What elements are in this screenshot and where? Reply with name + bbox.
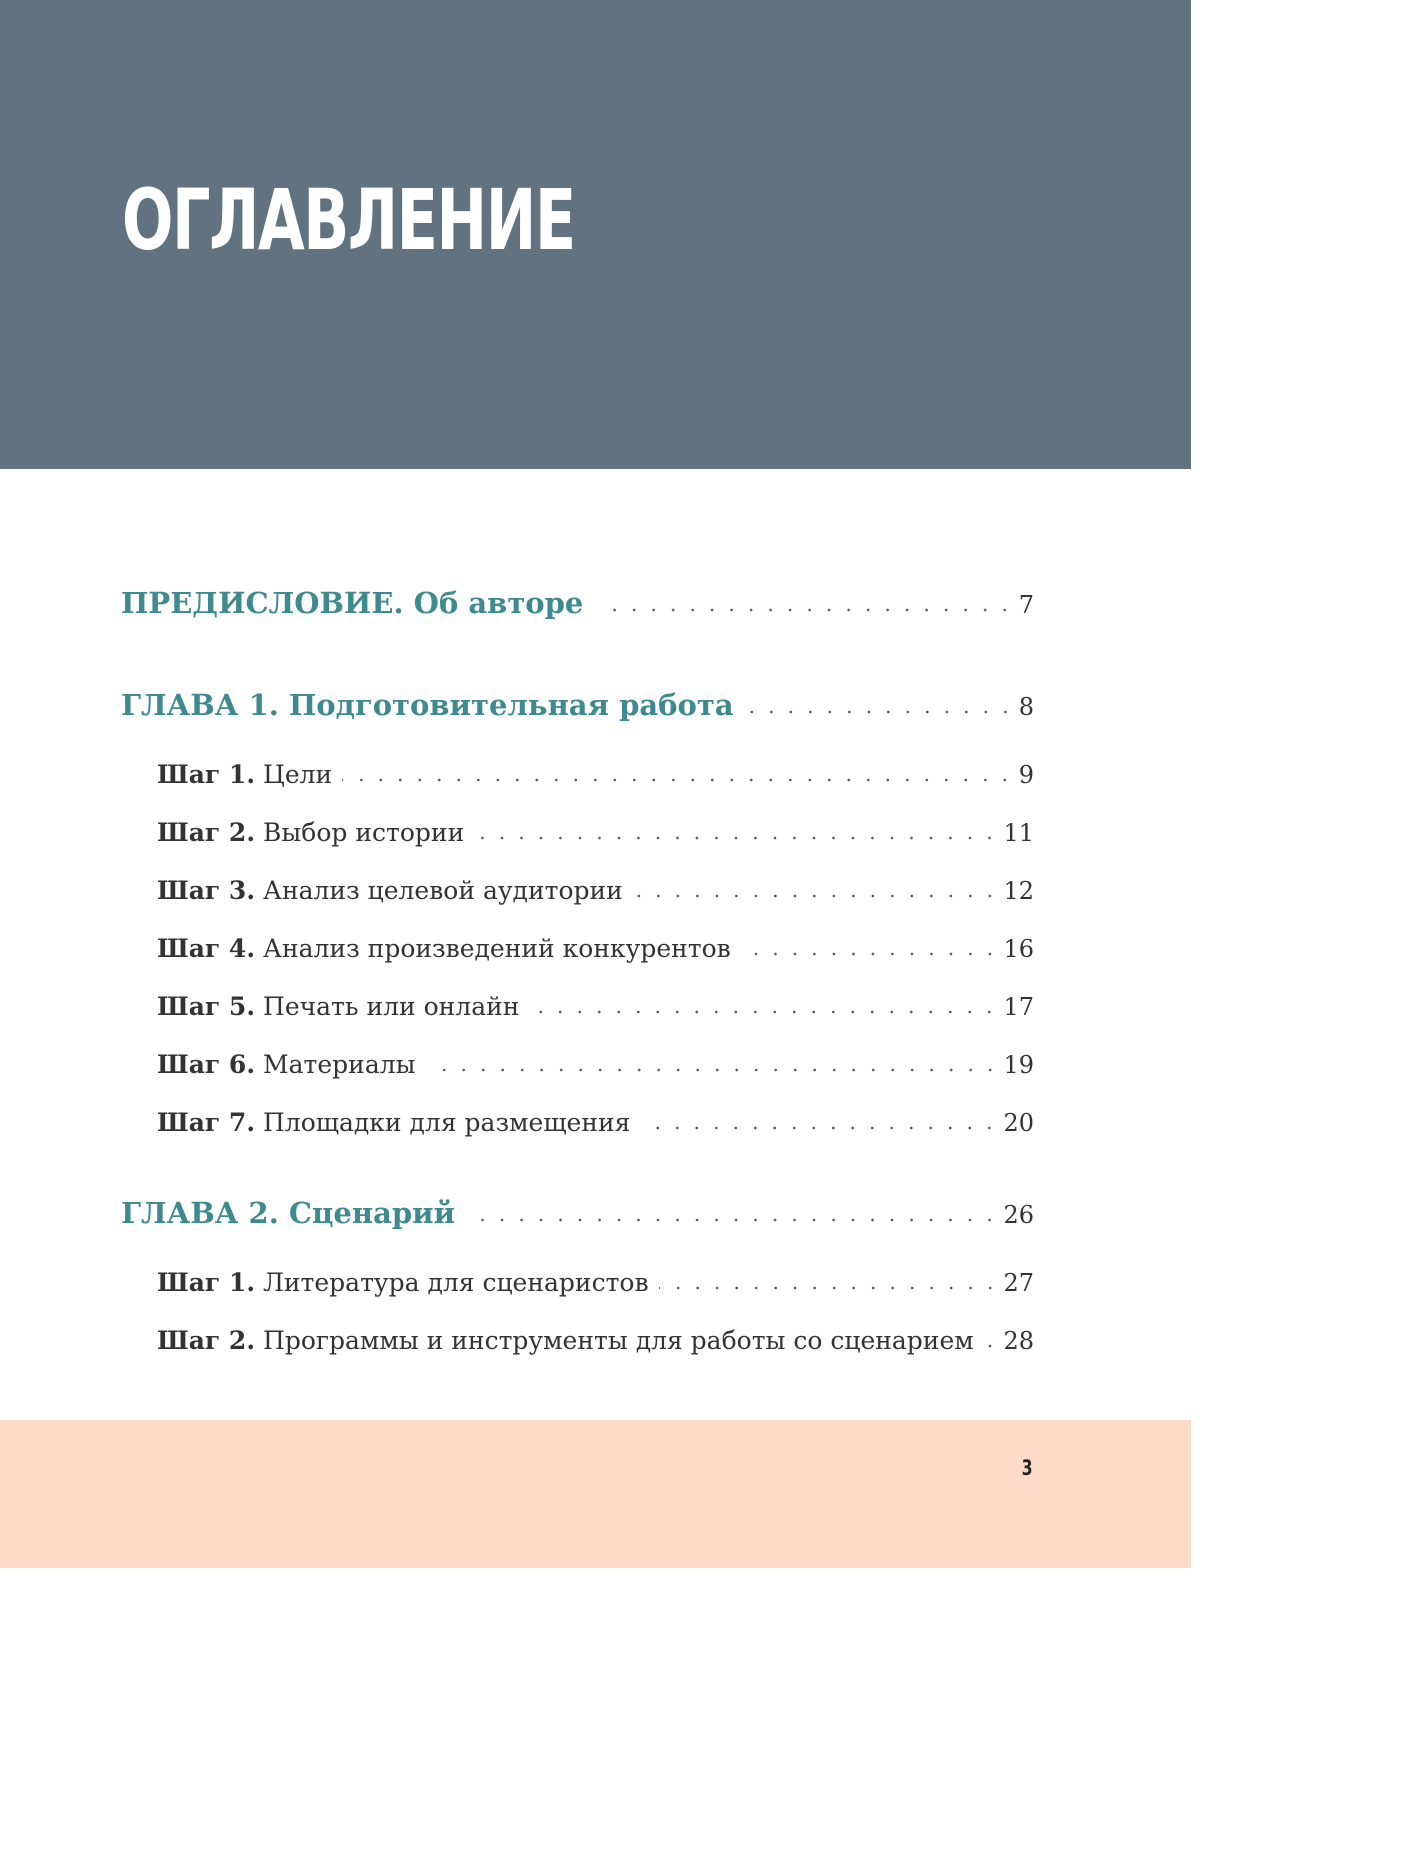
toc-page-number: 12 — [1003, 877, 1034, 905]
toc-step[interactable] — [157, 992, 1034, 1021]
dot-leader — [529, 1010, 999, 1014]
toc-page-number: 8 — [1018, 693, 1034, 721]
dot-leader — [984, 1344, 1000, 1348]
toc-entry-title: ГЛАВА 1. Подготовительная работа — [121, 688, 734, 722]
toc-page-number: 20 — [1003, 1109, 1034, 1137]
toc-entry-title: Печать или онлайн — [263, 992, 520, 1021]
toc-step-label: Шаг 5. — [157, 992, 256, 1021]
toc-step-label: Шаг 2. — [157, 818, 256, 847]
dot-leader — [474, 836, 999, 840]
toc-step-label: Шаг 2. — [157, 1326, 256, 1355]
toc-step[interactable] — [157, 934, 1034, 963]
toc-page-number: 17 — [1003, 993, 1034, 1021]
toc-entry-title: ПРЕДИСЛОВИЕ. Об авторе — [121, 586, 584, 620]
dot-leader — [633, 894, 1000, 898]
toc-step-label: Шаг 1. — [157, 1268, 256, 1297]
toc-entry-title: Литература для сценаристов — [263, 1268, 649, 1297]
toc-entry-title: Программы и инструменты для работы со сценарием — [263, 1326, 974, 1355]
toc-step[interactable] — [157, 876, 1034, 905]
page-title: ОГЛАВЛЕНИЕ — [122, 171, 575, 269]
toc-page-number: 7 — [1018, 591, 1034, 619]
toc-page-number: 26 — [1003, 1201, 1034, 1229]
toc-step[interactable] — [157, 818, 1034, 847]
toc-entry-title: ГЛАВА 2. Сценарий — [121, 1196, 456, 1230]
dot-leader — [597, 608, 1014, 612]
toc-chapter-preface[interactable] — [121, 586, 1034, 620]
toc-step[interactable] — [157, 1108, 1034, 1137]
toc-page-number: 28 — [1003, 1327, 1034, 1355]
dot-leader — [640, 1126, 999, 1130]
dot-leader — [659, 1286, 1000, 1290]
dot-leader — [741, 952, 1000, 956]
toc-page-number: 19 — [1003, 1051, 1034, 1079]
toc-step-label: Шаг 6. — [157, 1050, 256, 1079]
toc-entry-title: Цели — [263, 760, 333, 789]
toc-chapter-2[interactable] — [121, 1196, 1034, 1230]
toc-step-label: Шаг 1. — [157, 760, 256, 789]
toc-step-label: Шаг 7. — [157, 1108, 256, 1137]
toc-entry-title: Анализ произведений конкурентов — [263, 934, 731, 963]
toc-page-number: 9 — [1018, 761, 1034, 789]
toc-chapter-1[interactable] — [121, 688, 1034, 722]
dot-leader — [469, 1218, 999, 1222]
toc-page-number: 16 — [1003, 935, 1034, 963]
toc-entry-title: Анализ целевой аудитории — [263, 876, 623, 905]
footer-band — [0, 1420, 1191, 1568]
toc-page-number: 11 — [1003, 819, 1034, 847]
dot-leader — [426, 1068, 1000, 1072]
toc-entry-title: Материалы — [263, 1050, 416, 1079]
toc-page-number: 27 — [1003, 1269, 1034, 1297]
toc-step[interactable] — [157, 760, 1034, 789]
toc-step-label: Шаг 4. — [157, 934, 256, 963]
toc-step[interactable] — [157, 1050, 1034, 1079]
toc-step[interactable] — [157, 1326, 1034, 1355]
toc-step[interactable] — [157, 1268, 1034, 1297]
toc-entry-title: Площадки для размещения — [263, 1108, 631, 1137]
dot-leader — [342, 778, 1015, 782]
toc-step-label: Шаг 3. — [157, 876, 256, 905]
dot-leader — [748, 710, 1015, 714]
page-number: 3 — [1022, 1456, 1033, 1480]
toc-entry-title: Выбор истории — [263, 818, 465, 847]
